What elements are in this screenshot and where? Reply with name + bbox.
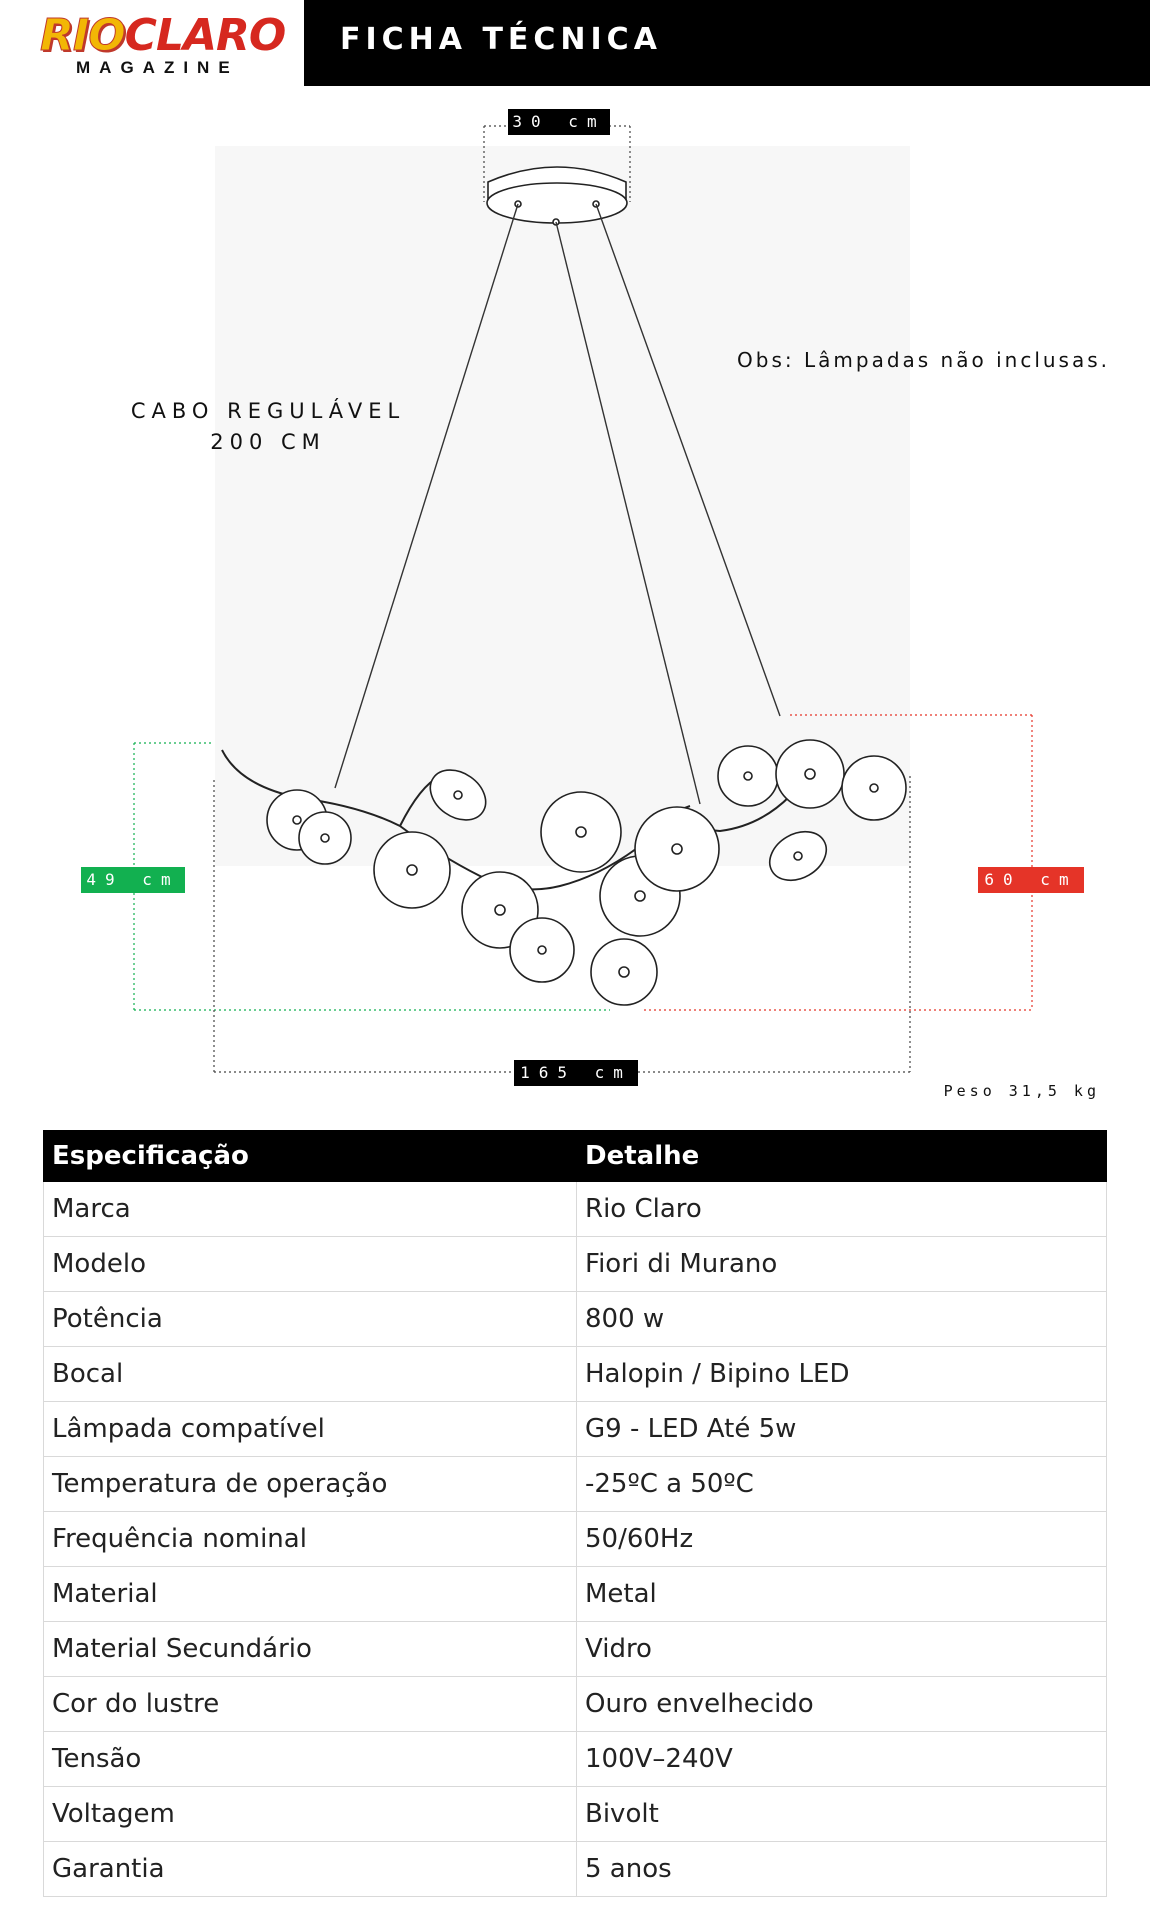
spec-name: Frequência nominal (44, 1512, 577, 1567)
header-detail: Detalhe (577, 1131, 1107, 1182)
logo-wordmark (40, 10, 286, 61)
spec-value: Ouro envelhecido (577, 1677, 1107, 1732)
header-spec: Especificação (44, 1131, 577, 1182)
table-row (44, 1512, 1107, 1567)
spec-value: 50/60Hz (577, 1512, 1107, 1567)
dimension-left-label: 49 cm (81, 867, 185, 893)
lamps-note: Obs: Lâmpadas não inclusas. (737, 348, 1110, 372)
table-row (44, 1402, 1107, 1457)
spec-name: Cor do lustre (44, 1677, 577, 1732)
logo-claro: CLARO (124, 10, 286, 61)
spec-name: Tensão (44, 1732, 577, 1787)
spec-value: Halopin / Bipino LED (577, 1347, 1107, 1402)
spec-name: Garantia (44, 1842, 577, 1897)
spec-value: Metal (577, 1567, 1107, 1622)
spec-name: Material (44, 1567, 577, 1622)
spec-name: Bocal (44, 1347, 577, 1402)
table-row (44, 1677, 1107, 1732)
table-row (44, 1732, 1107, 1787)
table-row (44, 1237, 1107, 1292)
chandelier-drawing (0, 86, 1150, 1106)
page-title: FICHA TÉCNICA (340, 22, 662, 57)
flower (591, 939, 657, 1005)
ceiling-canopy (487, 167, 627, 225)
table-row (44, 1182, 1107, 1237)
flower (718, 746, 778, 806)
weight-label: Peso 31,5 kg (943, 1082, 1100, 1100)
spec-name: Lâmpada compatível (44, 1402, 577, 1457)
header-bar (304, 0, 1150, 86)
table-row (44, 1347, 1107, 1402)
spec-value: Bivolt (577, 1787, 1107, 1842)
cable-label-line1: CABO REGULÁVEL (130, 399, 406, 423)
spec-value: G9 - LED Até 5w (577, 1402, 1107, 1457)
flower (635, 807, 719, 891)
spec-name: Material Secundário (44, 1622, 577, 1677)
table-row (44, 1457, 1107, 1512)
spec-name: Modelo (44, 1237, 577, 1292)
flower (299, 812, 351, 864)
logo-subtitle: MAGAZINE (76, 58, 239, 77)
spec-value: 800 w (577, 1292, 1107, 1347)
spec-value: Vidro (577, 1622, 1107, 1677)
spec-name: Marca (44, 1182, 577, 1237)
table-row (44, 1842, 1107, 1897)
logo-rio: RIO (40, 10, 125, 61)
spec-value: 100V–240V (577, 1732, 1107, 1787)
flower (842, 756, 906, 820)
dimension-bottom-label: 165 cm (514, 1060, 638, 1086)
flower (541, 792, 621, 872)
spec-value: Fiori di Murano (577, 1237, 1107, 1292)
dimension-top-label: 30 cm (508, 109, 610, 135)
table-row (44, 1622, 1107, 1677)
table-row (44, 1567, 1107, 1622)
spec-name: Potência (44, 1292, 577, 1347)
spec-value: -25ºC a 50ºC (577, 1457, 1107, 1512)
dimension-right-label: 60 cm (978, 867, 1084, 893)
spec-value: Rio Claro (577, 1182, 1107, 1237)
table-row (44, 1787, 1107, 1842)
cable-label (118, 396, 418, 458)
spec-value: 5 anos (577, 1842, 1107, 1897)
flower (510, 918, 574, 982)
table-header-row (44, 1131, 1107, 1182)
spec-name: Voltagem (44, 1787, 577, 1842)
table-row (44, 1292, 1107, 1347)
flower (776, 740, 844, 808)
cable-label-line2: 200 CM (210, 430, 326, 454)
flower (374, 832, 450, 908)
brand-logo (40, 10, 286, 78)
product-diagram (0, 86, 1150, 1106)
spec-table (43, 1130, 1107, 1897)
spec-name: Temperatura de operação (44, 1457, 577, 1512)
header (0, 0, 1150, 86)
